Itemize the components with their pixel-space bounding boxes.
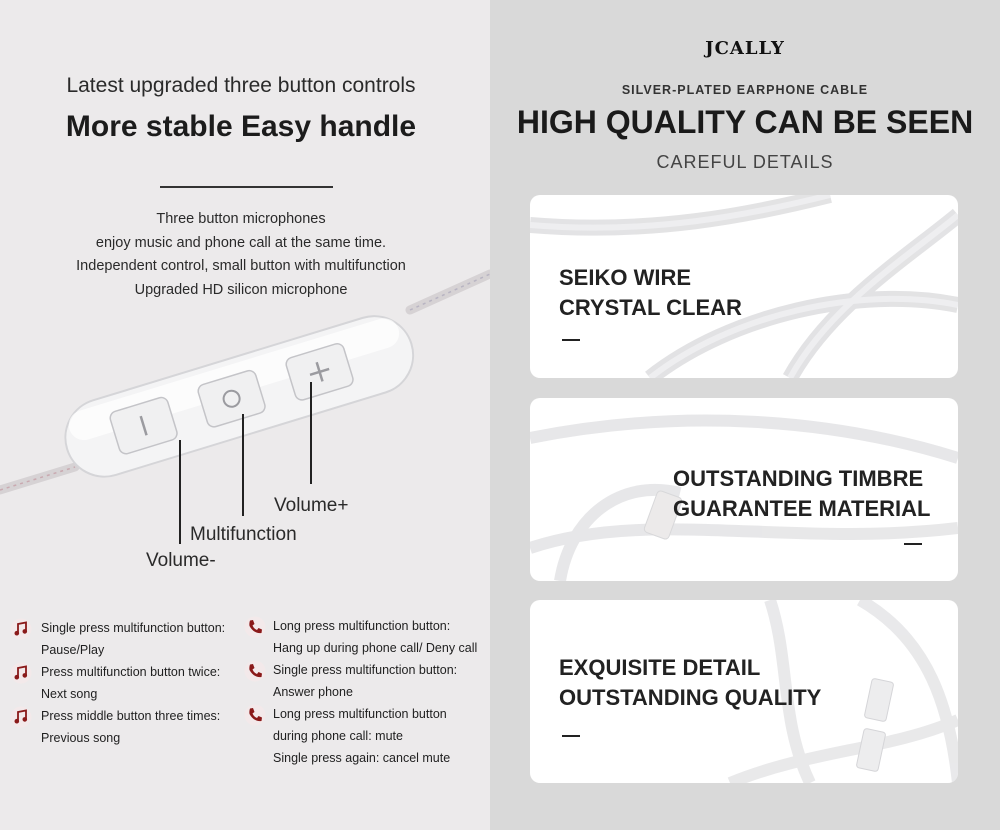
detail-card-3 [530, 600, 958, 783]
right-subtitle: CAREFUL DETAILS [656, 152, 834, 172]
divider [160, 186, 333, 188]
card-heading-line: SEIKO WIRE [559, 265, 692, 290]
label-volume-plus: Volume+ [274, 495, 349, 516]
label-multifunction: Multifunction [190, 524, 297, 545]
card-heading-line: OUTSTANDING QUALITY [559, 685, 822, 710]
phone-icon [244, 704, 266, 726]
music-note-icon [10, 706, 32, 728]
music-note-icon [10, 618, 32, 640]
card-heading-line: OUTSTANDING TIMBRE [673, 466, 924, 491]
phone-icon [244, 616, 266, 638]
left-title: More stable Easy handle [65, 110, 417, 143]
phone-icon [244, 660, 266, 682]
detail-card-2 [530, 398, 958, 581]
description-line: Three button microphones [156, 211, 326, 227]
music-feature-3: Press middle button three times: Previous song [41, 709, 221, 745]
right-title: HIGH QUALITY CAN BE SEEN [516, 104, 974, 140]
left-panel [0, 0, 490, 830]
detail-card-1 [530, 195, 958, 378]
brand-logo: JCALLY [705, 38, 785, 59]
phone-feature-2: Single press multifunction button: Answer phone [273, 663, 458, 699]
description-line: Upgraded HD silicon microphone [134, 281, 348, 298]
music-note-icon [10, 662, 32, 684]
card-heading-line: CRYSTAL CLEAR [559, 295, 742, 320]
music-feature-1: Single press multifunction button: Pause/Play [41, 621, 226, 657]
description-line: enjoy music and phone call at the same time. [95, 234, 387, 251]
dash-icon [562, 339, 580, 341]
dash-icon [562, 735, 580, 737]
card-heading-line: EXQUISITE DETAIL [559, 655, 761, 680]
right-kicker: SILVER-PLATED EARPHONE CABLE [621, 83, 869, 97]
right-panel [490, 0, 1000, 830]
description-line: Independent control, small button with multifunction [76, 258, 406, 274]
phone-feature-1: Long press multifunction button: Hang up during phone call/ Deny call [273, 619, 478, 655]
card-heading-line: GUARANTEE MATERIAL [673, 496, 931, 521]
left-subtitle: Latest upgraded three button controls [66, 74, 416, 97]
phone-feature-3: Long press multifunction button during phone call: mute Single press again: cancel mute [273, 707, 451, 765]
dash-icon [904, 543, 922, 545]
music-feature-2: Press multifunction button twice: Next song [41, 665, 221, 701]
label-volume-minus: Volume- [146, 550, 216, 571]
